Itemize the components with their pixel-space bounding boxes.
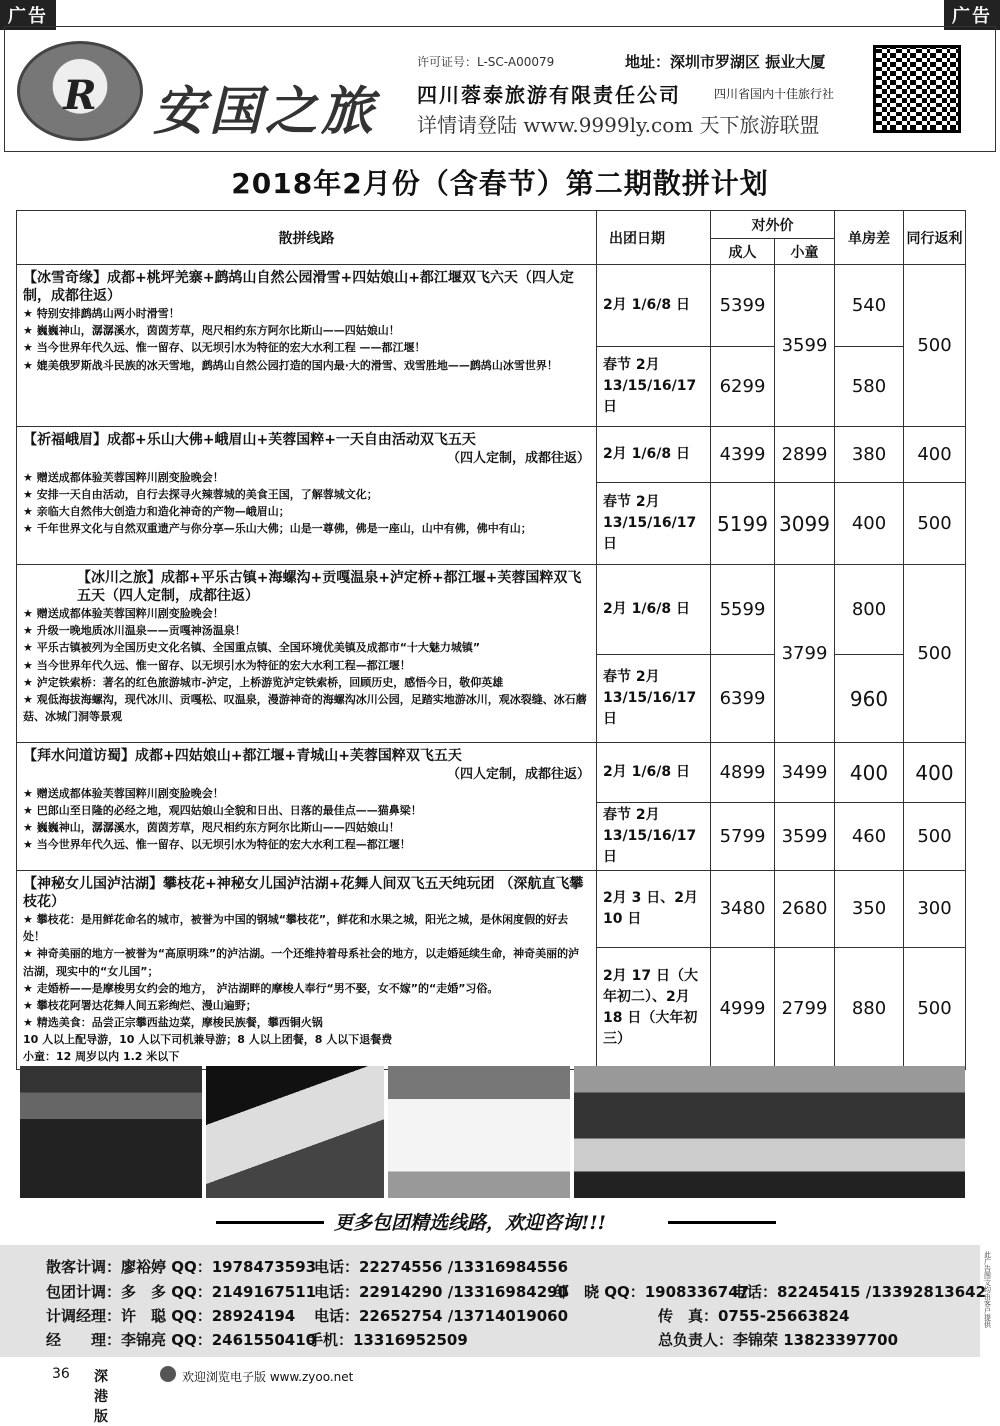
adult-price: 4399: [711, 427, 775, 483]
adult-price: 6299: [711, 347, 775, 427]
qr-code-icon: [873, 45, 961, 133]
contact-text: 计调经理：许 聪 QQ：28924194: [46, 1307, 296, 1325]
route-bullet: ★ 升级一晚地质冰川温泉——贡嘎神汤温泉！: [23, 624, 246, 638]
route-description: [17, 565, 597, 743]
table-row: [17, 265, 966, 347]
child-price: 2799: [775, 947, 835, 1069]
route-description: [17, 427, 597, 565]
contact-phone: 电话：22652754 /13714019060: [314, 1307, 569, 1325]
contact-text: 总负责人：李锦荣 13823397700: [658, 1331, 899, 1349]
ancient-town-night-photo: [20, 1066, 202, 1198]
adult-price: 4999: [711, 947, 775, 1069]
route-bullet: ★ 神奇美丽的地方一被誉为“高原明珠”的泸沽湖。一个还维持着母系社会的地方，以走婚延续生命，神奇美丽的泸沽湖，现实中的“女儿国”；: [23, 947, 580, 978]
route-name: 【神秘女儿国泸沽湖】攀枝花+神秘女儿国泸沽湖+花舞人间双飞五天纯玩团 （深航直飞攀枝花）: [23, 876, 584, 911]
license-number: 许可证号：L-SC-A00079: [417, 55, 555, 69]
agent-rebate: 500: [904, 803, 966, 871]
departure-date: 春节 2月 13/15/16/17 日: [597, 347, 711, 427]
table-row: [17, 565, 966, 655]
contact-text: 散客计调：廖裕婷 QQ：1978473593: [46, 1258, 317, 1276]
route-bullet: ★ 赠送成都体验芙蓉国粹川剧变脸晚会！: [23, 787, 224, 801]
website-line: 详情请登陆 www.9999ly.com 天下旅游联盟: [417, 113, 820, 137]
page-title: 2018年2月份（含春节）第二期散拼计划: [231, 167, 769, 200]
route-description: [17, 743, 597, 871]
contacts-panel: [0, 1245, 987, 1357]
departure-date: 春节 2月 13/15/16/17 日: [597, 483, 711, 565]
route-bullet: ★ 攀枝花阿署达花舞人间五彩绚烂、漫山遍野；: [23, 998, 257, 1012]
route-bullet: 10 人以上配导游，10 人以下司机兼导游；8 人以上团餐，8 人以下退餐费: [23, 1032, 393, 1046]
adult-price: 4899: [711, 743, 775, 803]
table-row: [17, 743, 966, 803]
route-bullet: ★ 赠送成都体验芙蓉国粹川剧变脸晚会！: [23, 607, 224, 621]
single-supplement: 400: [835, 743, 904, 803]
header-date: 出团日期: [597, 211, 711, 265]
route-bullet: ★ 媲美俄罗斯战斗民族的冰天雪地，鹧鸪山自然公园打造的国内最·大的滑雪、戏雪胜地——鹧鸪山冰雪世界！: [23, 358, 558, 372]
single-supplement: 400: [835, 483, 904, 565]
route-description: [17, 265, 597, 427]
ad-label-left: 广告: [0, 0, 56, 30]
logo-monogram: R: [63, 72, 97, 119]
waterfall-photo: [206, 1066, 384, 1198]
single-supplement: 580: [835, 347, 904, 427]
adult-price: 6399: [711, 655, 775, 743]
header-single: 单房差: [835, 211, 904, 265]
route-description: [17, 871, 597, 1070]
departure-date: 2月 1/6/8 日: [597, 265, 711, 347]
company-logo: [17, 41, 143, 141]
single-supplement: 460: [835, 803, 904, 871]
single-supplement: 350: [835, 871, 904, 948]
route-bullet: ★ 平乐古镇被列为全国历史文化名镇、全国重点镇、全国环境优美镇及成都市“十大魅力城镇”: [23, 641, 481, 655]
departure-date: 2月 1/6/8 日: [597, 427, 711, 483]
ad-label-right: 广告: [944, 0, 1000, 30]
departure-date: 2月 1/6/8 日: [597, 743, 711, 803]
agent-rebate: 400: [904, 427, 966, 483]
company-award: 四川省国内十佳旅行社: [714, 87, 835, 101]
magazine-logo-icon: [160, 1366, 176, 1382]
route-bullet: ★ 千年世界文化与自然双重遗产与你分享—乐山大佛；山是一尊佛，佛是一座山，山中有佛，佛中有山；: [23, 522, 532, 536]
agent-rebate: 500: [904, 565, 966, 743]
company-name: 四川蓉泰旅游有限责任公司: [417, 83, 681, 107]
route-bullet: ★ 特别安排鹧鸪山两小时滑雪！: [23, 307, 180, 321]
route-name: 【拜水问道访蜀】成都+四姑娘山+都江堰+青城山+芙蓉国粹双飞五天: [23, 748, 462, 764]
slogan-divider-right: [668, 1221, 776, 1224]
agent-rebate: 500: [904, 483, 966, 565]
route-bullet: ★ 巍巍神山，潺潺溪水，茵茵芳草，咫尺相约东方阿尔比斯山——四姑娘山！: [23, 821, 400, 835]
page-number: 36: [52, 1366, 70, 1382]
vertical-disclaimer: 此广告图文均由客户提供: [984, 1251, 991, 1329]
departure-date: 春节 2月 13/15/16/17 日: [597, 655, 711, 743]
route-name: 【冰雪奇缘】成都+桃坪羌寨+鹧鸪山自然公园滑雪+四姑娘山+都江堰双飞六天（四人定制，成都往返）: [23, 270, 574, 305]
route-bullet: ★ 泸定铁索桥：著名的红色旅游城市-泸定，上桥游览泸定铁索桥，回顾历史，感悟今日，敬仰英雄: [23, 675, 504, 689]
route-bullet: ★ 精选美食：品尝正宗攀西盐边菜，摩梭民族餐，攀西铜火锅: [23, 1015, 323, 1029]
table-row: [17, 427, 966, 483]
slogan-banner: [216, 1208, 776, 1236]
departure-date: 2月 17 日（大年初二）、2月 18 日（大年初三）: [597, 947, 711, 1069]
header-route: 散拼线路: [17, 211, 597, 265]
header-banner: [4, 26, 996, 152]
route-bullet: 小童：12 周岁以内 1.2 米以下: [23, 1049, 180, 1063]
contact-phone: 电话：22914290 /13316984290: [314, 1283, 569, 1301]
frozen-waterfall-photo: [388, 1066, 570, 1198]
route-bullet: ★ 安排一天自由活动，自行去探寻火辣蓉城的美食王国，了解蓉城文化；: [23, 488, 378, 502]
contact-phone: 电话：82245415 /13392813642: [732, 1283, 987, 1301]
child-price: 3499: [775, 743, 835, 803]
single-supplement: 960: [835, 655, 904, 743]
contact-text: 经 理：李锦亮 QQ：2461550410: [46, 1331, 317, 1349]
route-bullet: ★ 巴郎山至日隆的必经之地，观四姑娘山全貌和日出、日落的最佳点——猫鼻梁！: [23, 804, 422, 818]
route-bullet: ★ 亲临大自然伟大创造力和造化神奇的产物—峨眉山；: [23, 505, 290, 519]
contact-phone: 手机：13316952509: [308, 1331, 468, 1349]
edition-label: 深港版: [94, 1369, 108, 1425]
adult-price: 5199: [711, 483, 775, 565]
contact-text: 包团计调：多 多 QQ：2149167511: [46, 1283, 317, 1301]
single-supplement: 380: [835, 427, 904, 483]
header-price: 对外价: [711, 211, 835, 239]
route-bullet: ★ 走婚桥——是摩梭男女约会的地方， 泸沽湖畔的摩梭人奉行“男不娶，女不嫁”的“走婚”习俗。: [23, 981, 499, 995]
single-supplement: 880: [835, 947, 904, 1069]
brand-name: 安国之旅: [153, 81, 378, 142]
single-supplement: 800: [835, 565, 904, 655]
routes-table: [16, 210, 966, 1070]
adult-price: 3480: [711, 871, 775, 948]
agent-rebate: 500: [904, 947, 966, 1069]
photo-strip: [20, 1066, 965, 1198]
adult-price: 5599: [711, 565, 775, 655]
adult-price: 5399: [711, 265, 775, 347]
child-price: 2680: [775, 871, 835, 948]
departure-date: 春节 2月 13/15/16/17 日: [597, 803, 711, 871]
child-price: 3599: [775, 803, 835, 871]
adult-price: 5799: [711, 803, 775, 871]
contact-text: 邹 晓 QQ：1908336747: [554, 1283, 750, 1301]
contact-fax: 传 真：0755-25663824: [658, 1307, 850, 1325]
route-subtitle: （四人定制，成都往返）: [446, 767, 590, 783]
route-bullet: ★ 观低海拔海螺沟，现代冰川、贡嘎松、叹温泉，漫游神奇的海螺沟冰川公园，足踏实地游冰川，观冰裂缝、冰石蘑菇、冰城门洞等景观: [23, 692, 587, 723]
agent-rebate: 500: [904, 265, 966, 427]
lake-forest-photo: [574, 1066, 965, 1198]
agent-rebate: 300: [904, 871, 966, 948]
route-bullet: ★ 当今世界年代久远、惟一留存、以无坝引水为特征的宏大水利工程—都江堰！: [23, 838, 411, 852]
departure-date: 2月 1/6/8 日: [597, 565, 711, 655]
contact-phone: 电话：22274556 /13316984556: [314, 1258, 569, 1276]
company-address: 地址：深圳市罗湖区 振业大厦: [625, 53, 826, 71]
child-price: 3099: [775, 483, 835, 565]
header-adult: 成人: [711, 239, 775, 265]
agent-rebate: 400: [904, 743, 966, 803]
child-price: 3599: [775, 265, 835, 427]
slogan-text: 更多包团精选线路，欢迎咨询!!!: [334, 1212, 607, 1234]
child-price: 3799: [775, 565, 835, 743]
route-bullet: ★ 当今世界年代久远、惟一留存、以无坝引水为特征的宏大水利工程 ——都江堰！: [23, 341, 426, 355]
route-bullet: ★ 巍巍神山，潺潺溪水，茵茵芳草，咫尺相约东方阿尔比斯山——四姑娘山！: [23, 324, 400, 338]
route-name: 【冰川之旅】成都+平乐古镇+海螺沟+贡嘎温泉+泸定桥+都江堰+芙蓉国粹双飞五天（四人定制，成都往返）: [77, 570, 582, 605]
header-rebate: 同行返利: [904, 211, 966, 265]
slogan-divider-left: [216, 1221, 324, 1224]
table-row: [17, 871, 966, 948]
route-name: 【祈福峨眉】成都+乐山大佛+峨眉山+芙蓉国粹+一天自由活动双飞五天: [23, 432, 476, 448]
route-subtitle: （四人定制，成都往返）: [446, 451, 590, 467]
e-edition-link[interactable]: 欢迎浏览电子版 www.zyoo.net: [182, 1370, 354, 1384]
header-child: 小童: [775, 239, 835, 265]
child-price: 2899: [775, 427, 835, 483]
single-supplement: 540: [835, 265, 904, 347]
route-bullet: ★ 当今世界年代久远、惟一留存、以无坝引水为特征的宏大水利工程—都江堰！: [23, 658, 411, 672]
departure-date: 2月 3 日、2月 10 日: [597, 871, 711, 948]
route-bullet: ★ 攀枝花：是用鲜花命名的城市，被誉为中国的钢城“攀枝花”，鲜花和水果之城，阳光之城，是休闲度假的好去处！: [23, 913, 569, 944]
route-bullet: ★ 赠送成都体验芙蓉国粹川剧变脸晚会！: [23, 471, 224, 485]
